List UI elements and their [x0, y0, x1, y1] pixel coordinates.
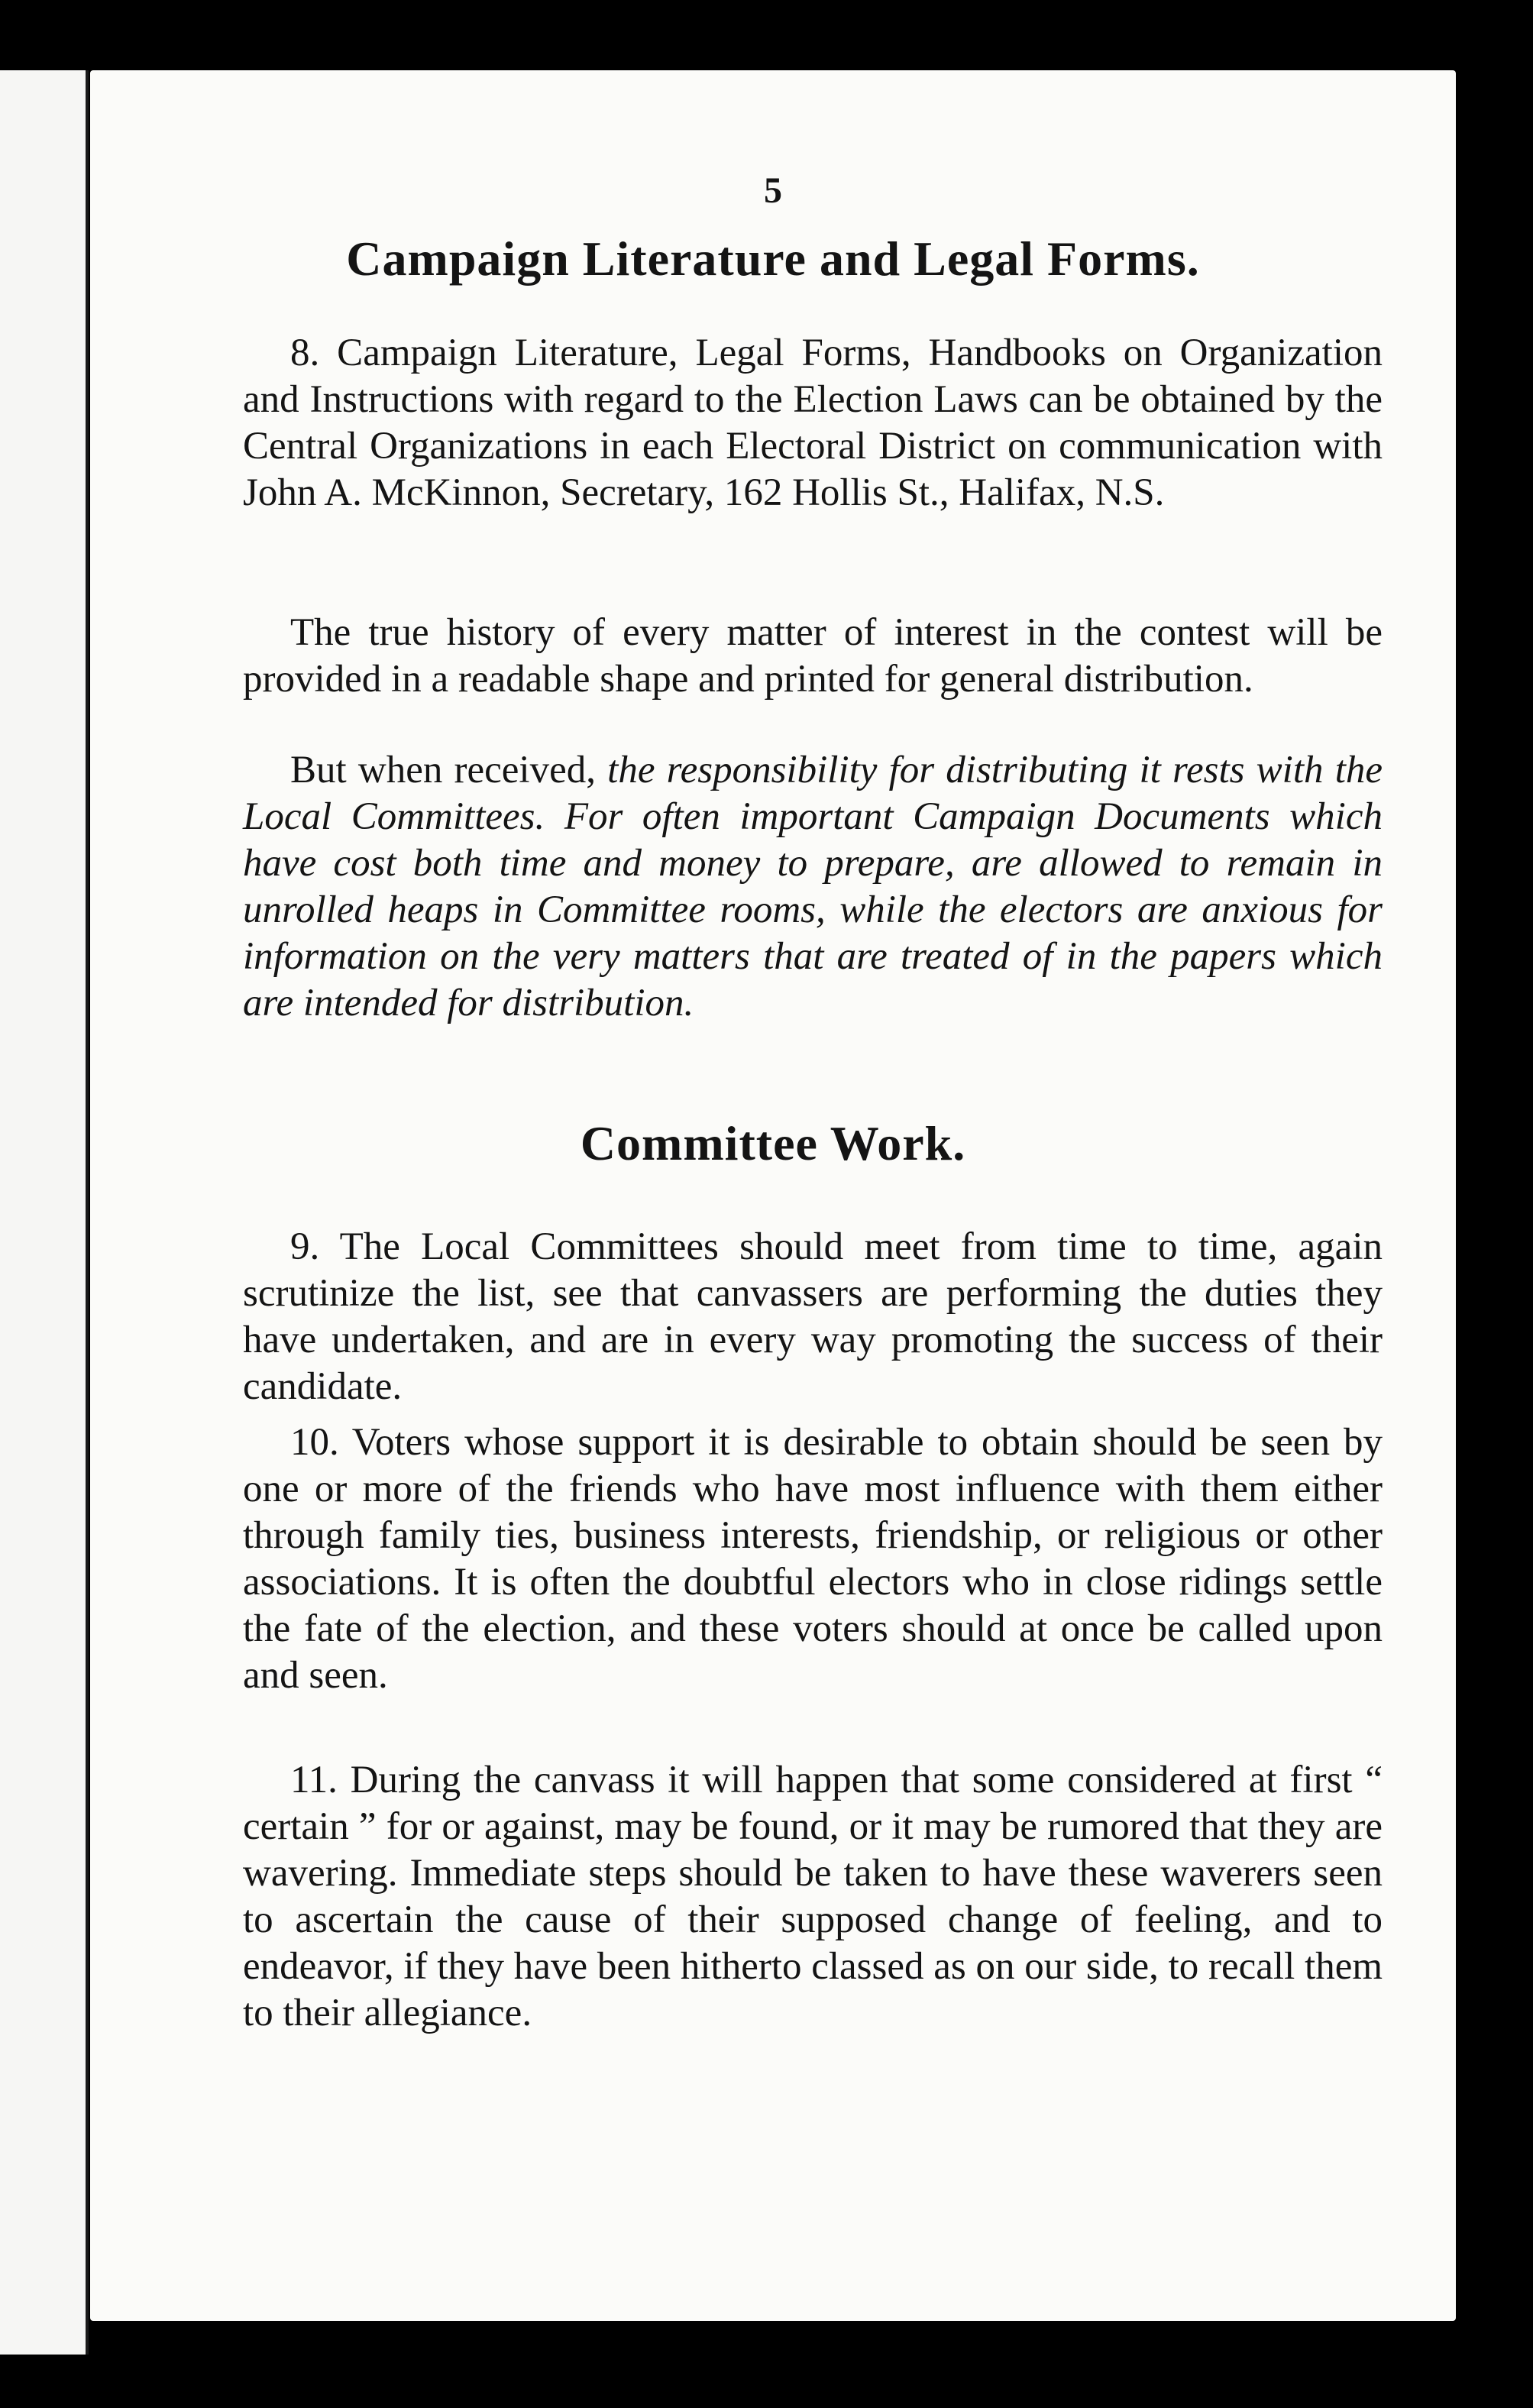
paragraph-11: 11. During the canvass it will happen that some considered at first “ certain ” for or against, may be found, or it may be rumored that they are wavering. Immediate steps should be taken to have these waverers seen to ascertain the cause of their supposed change of feeling, and to endeavor, if they have been hitherto classed as on our side, to recall them to their allegiance. — [243, 1759, 1383, 2034]
section-heading-committee-work: Committee Work. — [580, 1116, 966, 1170]
paragraph-8-but-lead: But when received, — [290, 749, 596, 791]
paragraph-8-responsibility — [243, 747, 1383, 1027]
section-heading-campaign-literature: Campaign Literature and Legal Forms. — [346, 231, 1200, 286]
page-number: 5 — [764, 170, 782, 211]
document-page — [90, 70, 1456, 2321]
paragraph-9: 9. The Local Committees should meet from time to time, again scrutinize the list, see that canvassers are performing the duties they have undertaken, and are in every way promoting the success of their candidate. — [243, 1225, 1383, 1408]
paragraph-8-italic-text: the responsibility for distributing it rests with the Local Committees. For often important Campaign Documents which have cost both time and money to prepare, are allowed to remain in unrolled heaps in Committee rooms, while the electors are anxious for information on the very matters that are treated of in the papers which are intended for distribution. — [243, 749, 1383, 1024]
paragraph-8: 8. Campaign Literature, Legal Forms, Handbooks on Organization and Instructions with regard to the Election Laws can be obtained by the Central Organizations in each Electoral District on communication with John A. McKinnon, Secretary, 162 Hollis St., Halifax, N.S. — [243, 332, 1383, 514]
left-page-edge — [0, 70, 89, 2355]
paragraph-8-continued: The true history of every matter of interest in the contest will be provided in a readable shape and printed for general distribution. — [243, 611, 1383, 701]
paragraph-10: 10. Voters whose support it is desirable to obtain should be seen by one or more of the friends who have most influence with them either through family ties, business interests, friendship, or religious or other associations. It is often the doubtful electors who in close ridings settle the fate of the election, and these voters should at once be called upon and seen. — [243, 1421, 1383, 1697]
